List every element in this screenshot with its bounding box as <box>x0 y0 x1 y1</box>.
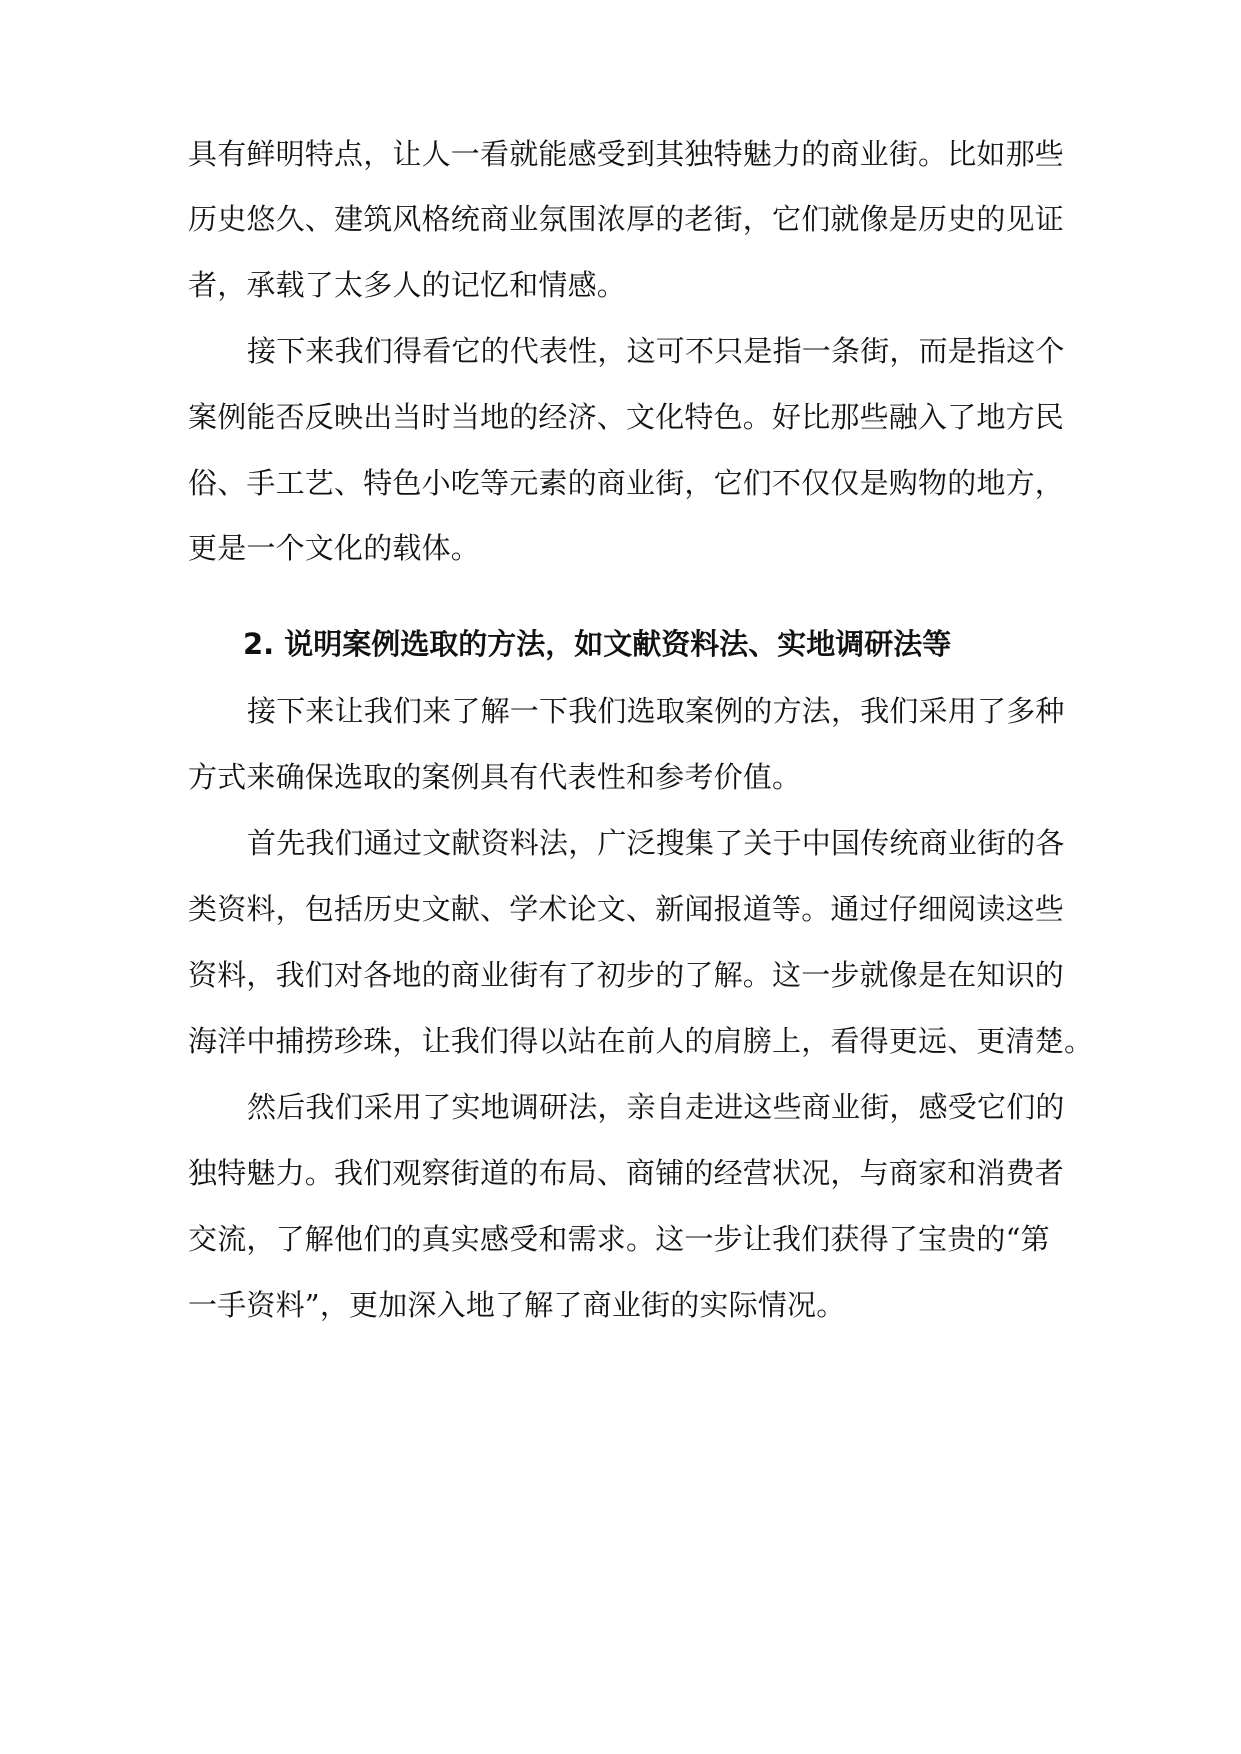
paragraph-2-line-2: 案例能否反映出当时当地的经济、文化特色。好比那些融入了地方民 <box>188 400 1065 434</box>
paragraph-1-line-1: 具有鲜明特点，让人一看就能感受到其独特魅力的商业街。比如那些 <box>188 137 1065 171</box>
paragraph-4-line-1: 首先我们通过文献资料法，广泛搜集了关于中国传统商业街的各 <box>247 826 1065 860</box>
paragraph-4-line-2: 类资料，包括历史文献、学术论文、新闻报道等。通过仔细阅读这些 <box>188 892 1065 926</box>
paragraph-2-line-1: 接下来我们得看它的代表性，这可不只是指一条街，而是指这个 <box>247 334 1065 368</box>
paragraph-3-line-2: 方式来确保选取的案例具有代表性和参考价值。 <box>188 760 802 794</box>
paragraph-3-line-1: 接下来让我们来了解一下我们选取案例的方法，我们采用了多种 <box>247 694 1065 728</box>
paragraph-5-line-2: 独特魅力。我们观察街道的布局、商铺的经营状况，与商家和消费者 <box>188 1156 1065 1190</box>
paragraph-2-line-4: 更是一个文化的载体。 <box>188 531 481 565</box>
paragraph-2-line-3: 俗、手工艺、特色小吃等元素的商业街，它们不仅仅是购物的地方， <box>188 466 1065 500</box>
paragraph-5-line-4: 一手资料”，更加深入地了解了商业街的实际情况。 <box>188 1288 846 1322</box>
section-heading: 2. 说明案例选取的方法，如文献资料法、实地调研法等 <box>243 627 952 661</box>
paragraph-1-line-3: 者，承载了太多人的记忆和情感。 <box>188 268 627 302</box>
paragraph-1-line-2: 历史悠久、建筑风格统商业氛围浓厚的老街，它们就像是历史的见证 <box>188 202 1065 236</box>
paragraph-4-line-3: 资料，我们对各地的商业街有了初步的了解。这一步就像是在知识的 <box>188 958 1065 992</box>
paragraph-4-line-4: 海洋中捕捞珍珠，让我们得以站在前人的肩膀上，看得更远、更清楚。 <box>188 1024 1094 1058</box>
paragraph-5-line-1: 然后我们采用了实地调研法，亲自走进这些商业街，感受它们的 <box>247 1090 1065 1124</box>
paragraph-5-line-3: 交流，了解他们的真实感受和需求。这一步让我们获得了宝贵的“第 <box>188 1222 1050 1256</box>
